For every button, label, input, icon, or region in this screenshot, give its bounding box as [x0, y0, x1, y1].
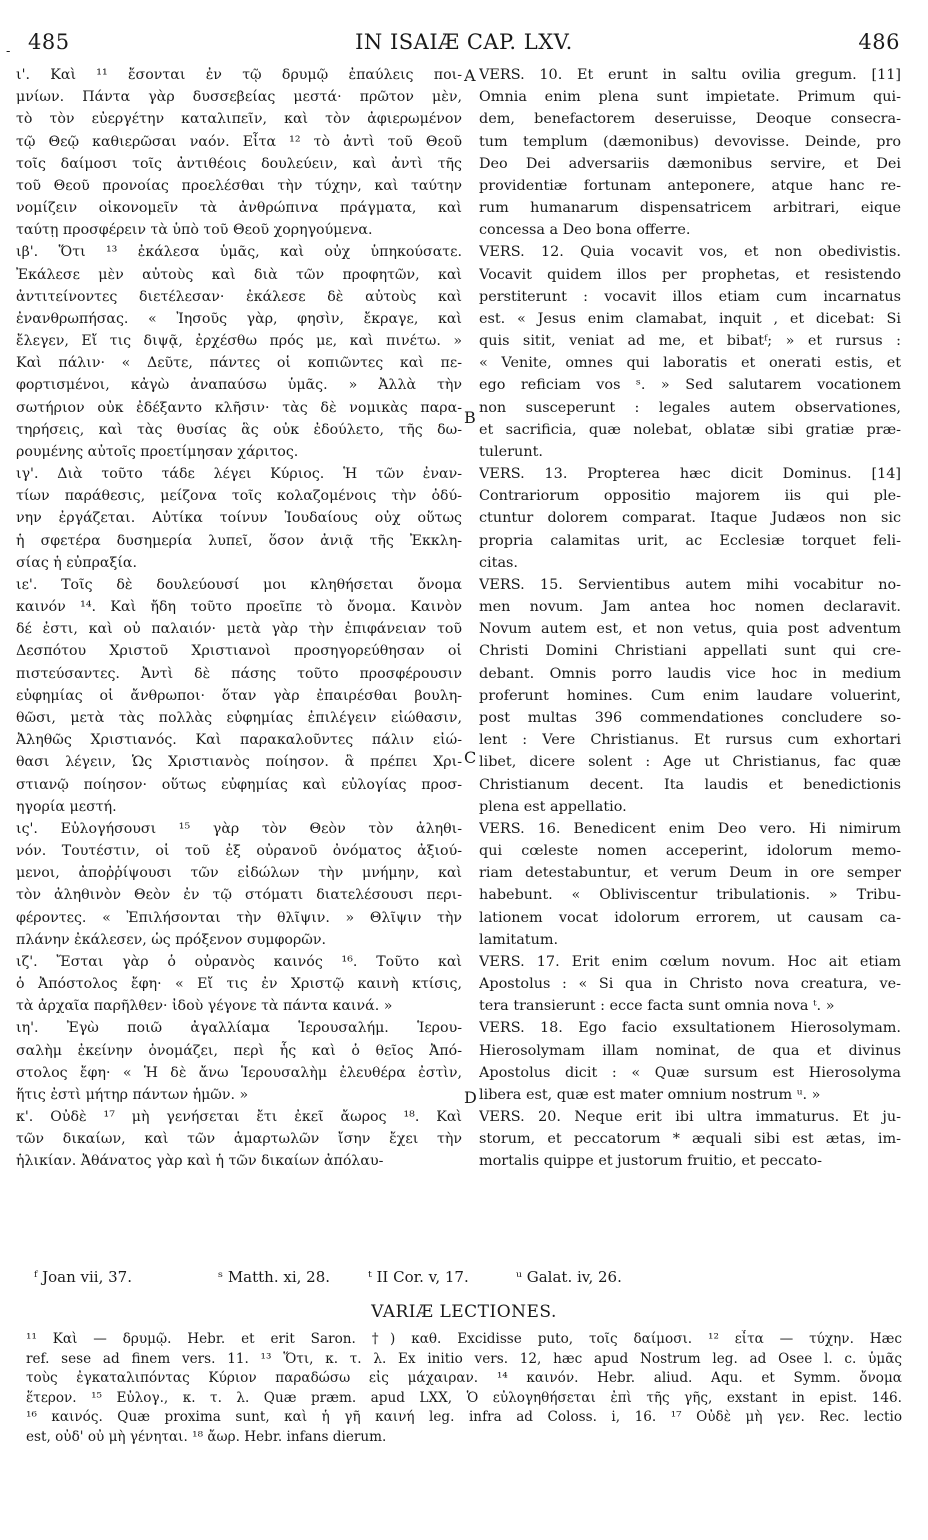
latin-text-line: concessa a Deo bona offerre. [479, 222, 691, 239]
greek-text-line: εὐφημίας οἱ ἄνθρωποι· ὅταν γὰρ ἐπαιρέσθαι βουλη- [16, 687, 462, 704]
latin-text-line: proferunt homines. Cum enim laudare voluerint, [479, 687, 901, 704]
greek-text-line: Ἀληθῶς Χριστιανός. Καὶ παρακαλοῦντες πάλιν εἰώ- [16, 732, 462, 749]
latin-text-line: habebunt. « Obliviscentur tribulationis. » Tribu- [479, 887, 901, 904]
latin-text-line: VERS. 15. Servientibus autem mihi vocabitur no- [479, 576, 901, 593]
greek-text-line: Ἐκάλεσε μὲν αὐτοὺς καὶ διὰ τῶν προφητῶν, καὶ [16, 266, 462, 283]
greek-text-line: Δεσπότου Χριστοῦ Χριστιανοὶ προσηγορεύθησαν οἱ [16, 643, 462, 660]
greek-text-line: στολος ἔφη· « Ἡ δὲ ἄνω Ἱερουσαλὴμ ἐλευθέρα ἐστὶν, [16, 1064, 462, 1081]
section-marker-a: A [464, 66, 476, 85]
variae-note-line: ¹⁶ καινός. Quæ proxima sunt, καὶ ἡ γῆ καινή leg. infra ad Coloss. i, 16. ¹⁷ Οὐδὲ μὴ γεν. Rec. lectio [26, 1409, 902, 1426]
latin-text-line: Christi Domini Christiani appellati sunt qui cre- [479, 643, 901, 660]
footnote-references [0, 1268, 928, 1292]
latin-text-line: est. « Jesus enim clamabat, inquit , et dicebat: Si [479, 310, 901, 327]
greek-text-line: πλάνην ἐκάλεσεν, ὡς πρόξενον συμφορῶν. [16, 931, 326, 948]
greek-text-line: ἐνανθρωπήσας. « Ἰησοῦς γὰρ, φησὶν, ἔκραγε, καὶ [16, 310, 462, 327]
greek-text-line: ἡλικίαν. Ἀθάνατος γὰρ καὶ ἡ τῶν δικαίων ἀπόλαυ- [16, 1153, 384, 1170]
greek-text-line: ιβ'. Ὅτι ¹³ ἐκάλεσα ὑμᾶς, καὶ οὐχ ὑπηκούσατε. [16, 244, 462, 261]
latin-text-line: VERS. 18. Ego facio exsultationem Hierosolymam. [479, 1020, 901, 1037]
latin-text-line: « Venite, omnes qui laboratis et onerati estis, et [479, 355, 901, 372]
latin-text-line: debant. Omnis porro laudis vice hoc in medium [479, 665, 901, 682]
greek-text-line: νην ἐργάζεται. Αὐτίκα τοίνυν Ἰουδαίους οὐχ οὕτως [16, 510, 462, 527]
greek-text-line: ταύτῃ προσφέρειν τὰ ὑπὸ τοῦ Θεοῦ χορηγούμενα. [16, 222, 373, 239]
greek-text-line: τοῖς δαίμοσι τοῖς ἀντιθέοις δουλεύειν, καὶ ἀντὶ τῆς [16, 155, 462, 172]
greek-text-line: τῶν δικαίων, καὶ τῶν ἁμαρτωλῶν ἴσην ἔχει τὴν [16, 1131, 462, 1148]
greek-text-line: νόν. Τουτέστιν, οἱ τοῦ ἐξ οὐρανοῦ ὀνόματος ἀξιού- [16, 843, 462, 860]
section-marker-c: C [464, 748, 477, 767]
latin-text-line: riam detestabuntur, et verum Deum in ore semper [479, 865, 901, 882]
latin-text-line: citas. [479, 554, 518, 571]
latin-text-line: VERS. 20. Neque erit ibi ultra immaturus. Et ju- [479, 1109, 901, 1126]
footnote-ref: ᵘ Galat. iv, 26. [516, 1268, 622, 1286]
latin-text-line: storum, et peccatorum * æquali sibi est ætas, im- [479, 1131, 901, 1148]
greek-text-line: σαλὴμ ἐκείνην ὀνομάζει, περὶ ἧς καὶ ὁ θεῖος Ἀπό- [16, 1042, 462, 1059]
latin-text-line: et sacrificia, quæ nolebat, oblatæ sibi gratiæ præ- [479, 421, 901, 438]
greek-text-line: ρουμένης αὐτοῖς προετίμησαν χάριτος. [16, 443, 299, 460]
latin-text-line: qui cœleste nomen acceperint, idolorum memo- [479, 843, 901, 860]
greek-text-line: ι'. Καὶ ¹¹ ἔσονται ἐν τῷ δρυμῷ ἐπαύλεις ποι- [16, 67, 462, 83]
latin-text-line: Apostolus dicit : « Quæ sursum est Hierosolyma [479, 1064, 901, 1081]
latin-text-line: Contrariorum oppositio majorem iis qui ple- [479, 488, 901, 505]
greek-text-line: ἀντιτείνοντες διετέλεσαν· ἐκάλεσε δὲ αὐτοὺς καὶ [16, 288, 462, 305]
section-marker-b: B [464, 408, 476, 427]
footnote-ref: ᶠ Joan vii, 37. [34, 1268, 132, 1286]
latin-text-line: Novum autem est, et non vetus, quia post adventum [479, 621, 901, 638]
latin-text-line: perstiterunt : vocavit illos etiam cum incarnatus [479, 288, 901, 305]
latin-text-line: tera transierunt : ecce facta sunt omnia nova ᵗ. » [479, 998, 835, 1015]
footnote-ref: ᵗ II Cor. v, 17. [368, 1268, 469, 1286]
greek-text-line: θῶσι, μετὰ τὰς πολλὰς εὐφημίας ἐπιλέγειν εἰώθασιν, [16, 709, 462, 726]
running-header [28, 30, 900, 56]
greek-text-line: μενοι, ἀποῤῥίψουσι τῶν εἰδώλων τὴν μνήμην, καὶ [16, 865, 462, 882]
latin-text-line: propria calamitas urit, ac Ecclesiæ torquet feli- [479, 532, 901, 549]
greek-text-line: ιγ'. Διὰ τοῦτο τάδε λέγει Κύριος. Ἡ τῶν ἐναν- [16, 466, 462, 483]
latin-text-line: lamitatum. [479, 931, 559, 948]
greek-text-line: τοῦ Θεοῦ προνοίας προελέσθαι τὴν τύχην, καὶ ταύτην [16, 177, 462, 194]
latin-text-line: tum templum (dæmonibus) devovisse. Deinde, pro [479, 133, 901, 150]
greek-text-line: ἔλεγεν, Εἴ τις διψᾷ, ἐρχέσθω πρός με, καὶ πινέτω. » [16, 333, 462, 350]
latin-text-line: plena est appellatio. [479, 798, 627, 815]
greek-text-line: ἡ σφετέρα δυσημερία λυπεῖ, ὅσον ἀνιᾷ τῆς Ἐκκλη- [16, 532, 462, 549]
greek-text-line: πιστεύσαντες. Ἀντὶ δὲ πάσης τοῦτο προσφέρουσιν [16, 665, 462, 682]
variae-note-line: ἕτερον. ¹⁵ Εὐλογ., κ. τ. λ. Quæ præm. apud LXX, Ὁ εὐλογηθήσεται ἐπὶ τῆς γῆς, exstant in epist. 146. [26, 1389, 902, 1406]
greek-text-line: ιζ'. Ἔσται γὰρ ὁ οὐρανὸς καινός ¹⁶. Τοῦτο καὶ [16, 953, 462, 970]
latin-text-line: libet, dicere solent : Age ut Christianus, fac quæ [479, 754, 901, 771]
latin-text-line: rum humanarum dispensatricem arbitrari, eique [479, 200, 901, 217]
latin-text-line: non susceperunt : legales autem observationes, [479, 399, 901, 416]
latin-text-line: tulerunt. [479, 443, 543, 460]
variae-note-line: est, οὐδ' οὐ μὴ γένηται. ¹⁸ ἄωρ. Hebr. infans dierum. [26, 1428, 387, 1445]
variae-note-line: τοὺς ἐγκαταλιπόντας Κύριον παραδώσω εἰς μάχαιραν. ¹⁴ καινόν. Hebr. aliud. Aqu. et Symm. ὄνομα [26, 1370, 902, 1387]
variae-note-line: ¹¹ Καὶ — δρυμῷ. Hebr. et erit Saron. †) καθ. Excidisse puto, τοῖς δαίμοσι. ¹² εἶτα — τύχην. Hæc [26, 1331, 902, 1347]
latin-text-line: men novum. Jam antea hoc nomen declaravit. [479, 599, 901, 616]
greek-text-line: ἥτις ἐστὶ μήτηρ πάντων ἡμῶν. » [16, 1086, 249, 1103]
running-title: IN ISAIÆ CAP. LXV. [355, 30, 573, 54]
greek-text-line: τίων παράθεσις, μείζονα τοῖς κολαζομένοις τὴν ὀδύ- [16, 488, 462, 505]
variae-lectiones-heading: VARIÆ LECTIONES. [371, 1302, 557, 1322]
greek-text-line: τὸν ἀληθινὸν Θεὸν ἐν τῷ στόματι διατελέσουσι περι- [16, 887, 462, 904]
latin-text-line: mortalis quippe et justorum fruitio, et peccato- [479, 1153, 823, 1170]
greek-text-line: ὁ Ἀπόστολος ἔφη· « Εἴ τις ἐν Χριστῷ καινὴ κτίσις, [16, 976, 462, 993]
latin-text-line: Vocavit quidem illos per prophetas, et resistendo [479, 266, 901, 283]
greek-text-line: ιη'. Ἐγὼ ποιῶ ἀγαλλίαμα Ἱερουσαλήμ. Ἱερου- [16, 1020, 462, 1037]
greek-text-line: ιε'. Τοῖς δὲ δουλεύουσί μοι κληθήσεται ὄνομα [16, 576, 462, 593]
latin-text-line: VERS. 10. Et erunt in saltu ovilia gregum. [11] [479, 67, 901, 83]
greek-text-line: σωτήριον οὐκ ἐδέξαντο κλῆσιν· τὰς δὲ νομικὰς παρα- [16, 399, 462, 416]
greek-text-line: τὸ τὸν εὐεργέτην καταλιπεῖν, καὶ τὸν ἀφιερωμένον [16, 111, 462, 128]
latin-text-line: Apostolus : « Si qua in Christo nova creatura, ve- [479, 976, 901, 993]
latin-text-line: quis sitit, veniat ad me, et bibatᶠ; » et rursus : [479, 333, 901, 350]
greek-text-line: τῷ Θεῷ καθιερῶσαι ναόν. Εἶτα ¹² τὸ ἀντὶ τοῦ Θεοῦ [16, 133, 462, 150]
greek-text-line: μνίων. Πάντα γὰρ δυσσεβείας μεστά· πρῶτον μὲν, [16, 89, 462, 106]
latin-text-line: Deo Dei adversariis dæmonibus servire, et Dei [479, 155, 901, 172]
latin-text-line: dem, benefactorem deseruisse, Deoque consecra- [479, 111, 901, 128]
greek-text-line: φέροντες. « Ἐπιλήσονται τὴν θλῖψιν. » Θλῖψιν τὴν [16, 909, 462, 926]
greek-text-line: κ'. Οὐδὲ ¹⁷ μὴ γενήσεται ἔτι ἐκεῖ ἄωρος ¹⁸. Καὶ [16, 1109, 462, 1126]
latin-text-line: VERS. 13. Propterea hæc dicit Dominus. [14] [479, 466, 901, 483]
latin-text-line: ego reficiam vos ˢ. » Sed salutarem vocationem [479, 377, 901, 394]
greek-text-line: καινόν ¹⁴. Καὶ ἤδη τοῦτο προεῖπε τὸ ὄνομα. Καινὸν [16, 599, 462, 616]
greek-text-line: ις'. Εὐλογήσουσι ¹⁵ γὰρ τὸν Θεὸν τὸν ἀληθι- [16, 820, 462, 837]
latin-text-line: VERS. 17. Erit enim cœlum novum. Hoc ait etiam [479, 953, 901, 970]
margin-mark: - [6, 44, 11, 59]
latin-text-line: lationem vocat idolorum errorem, ut causam ca- [479, 909, 901, 926]
greek-text-line: σίας ἡ εὐπραξία. [16, 554, 137, 571]
left-page-number: 485 [28, 30, 70, 54]
greek-text-line: θασι λέγειν, Ὡς Χριστιανὸς ποίησον. ἃ πρέπει Χρι- [16, 754, 462, 771]
latin-text-line: Omnia enim plena sunt impietate. Primum qui- [479, 89, 901, 106]
latin-text-line: VERS. 16. Benedicent enim Deo vero. Hi nimirum [479, 820, 901, 837]
greek-text-column [16, 64, 462, 1173]
latin-text-column [479, 64, 901, 1173]
greek-text-line: νομίζειν οἰκονομεῖν τὰ ἀνθρώπινα πράγματα, καὶ [16, 200, 462, 217]
section-marker-d: D [464, 1088, 477, 1107]
latin-text-line: Hierosolymam illam nominat, de qua et divinus [479, 1042, 901, 1059]
greek-text-line: Καὶ πάλιν· « Δεῦτε, πάντες οἱ κοπιῶντες καὶ πε- [16, 355, 462, 372]
latin-text-line: VERS. 12. Quia vocavit vos, et non obedivistis. [479, 244, 901, 261]
latin-text-line: libera est, quæ est mater omnium nostrum ᵘ. » [479, 1086, 821, 1103]
greek-text-line: τὰ ἀρχαῖα παρῆλθεν· ἰδοὺ γέγονε τὰ πάντα καινά. » [16, 998, 393, 1015]
footnote-ref: ˢ Matth. xi, 28. [218, 1268, 331, 1286]
right-page-number: 486 [858, 30, 900, 54]
greek-text-line: στιανῷ ποίησον· οὕτως εὐφημίας καὶ εὐλογίας προσ- [16, 776, 462, 793]
greek-text-line: δέ ἐστι, καὶ οὐ παλαιόν· μετὰ γὰρ τὴν ἐπιφάνειαν τοῦ [16, 621, 462, 638]
latin-text-line: post multas 396 commendationes concludere so- [479, 709, 901, 726]
latin-text-line: ctuntur dolorem comparat. Itaque Judæos non sic [479, 510, 901, 527]
variae-note-line: ref. sese ad finem vers. 11. ¹³ Ὅτι, κ. τ. λ. Ex initio vers. 12, hæc apud Nostrum leg. ad Osee l. c. ὑμᾶς [26, 1350, 902, 1367]
greek-text-line: φορτισμένοι, κἀγὼ ἀναπαύσω ὑμᾶς. » Ἀλλὰ τὴν [16, 377, 462, 394]
latin-text-line: Christianum decent. Ita laudis et benedictionis [479, 776, 901, 793]
variae-lectiones-notes [26, 1330, 902, 1448]
latin-text-line: providentiæ fortunam anteponere, atque hanc re- [479, 177, 901, 194]
latin-text-line: lent : Vere Christianus. Et rursus cum exhortari [479, 732, 901, 749]
greek-text-line: τηρήσεις, καὶ τὰς θυσίας ἃς οὐκ ἐδούλετο, τῆς δω- [16, 421, 462, 438]
greek-text-line: ηγορία μεστή. [16, 798, 117, 815]
